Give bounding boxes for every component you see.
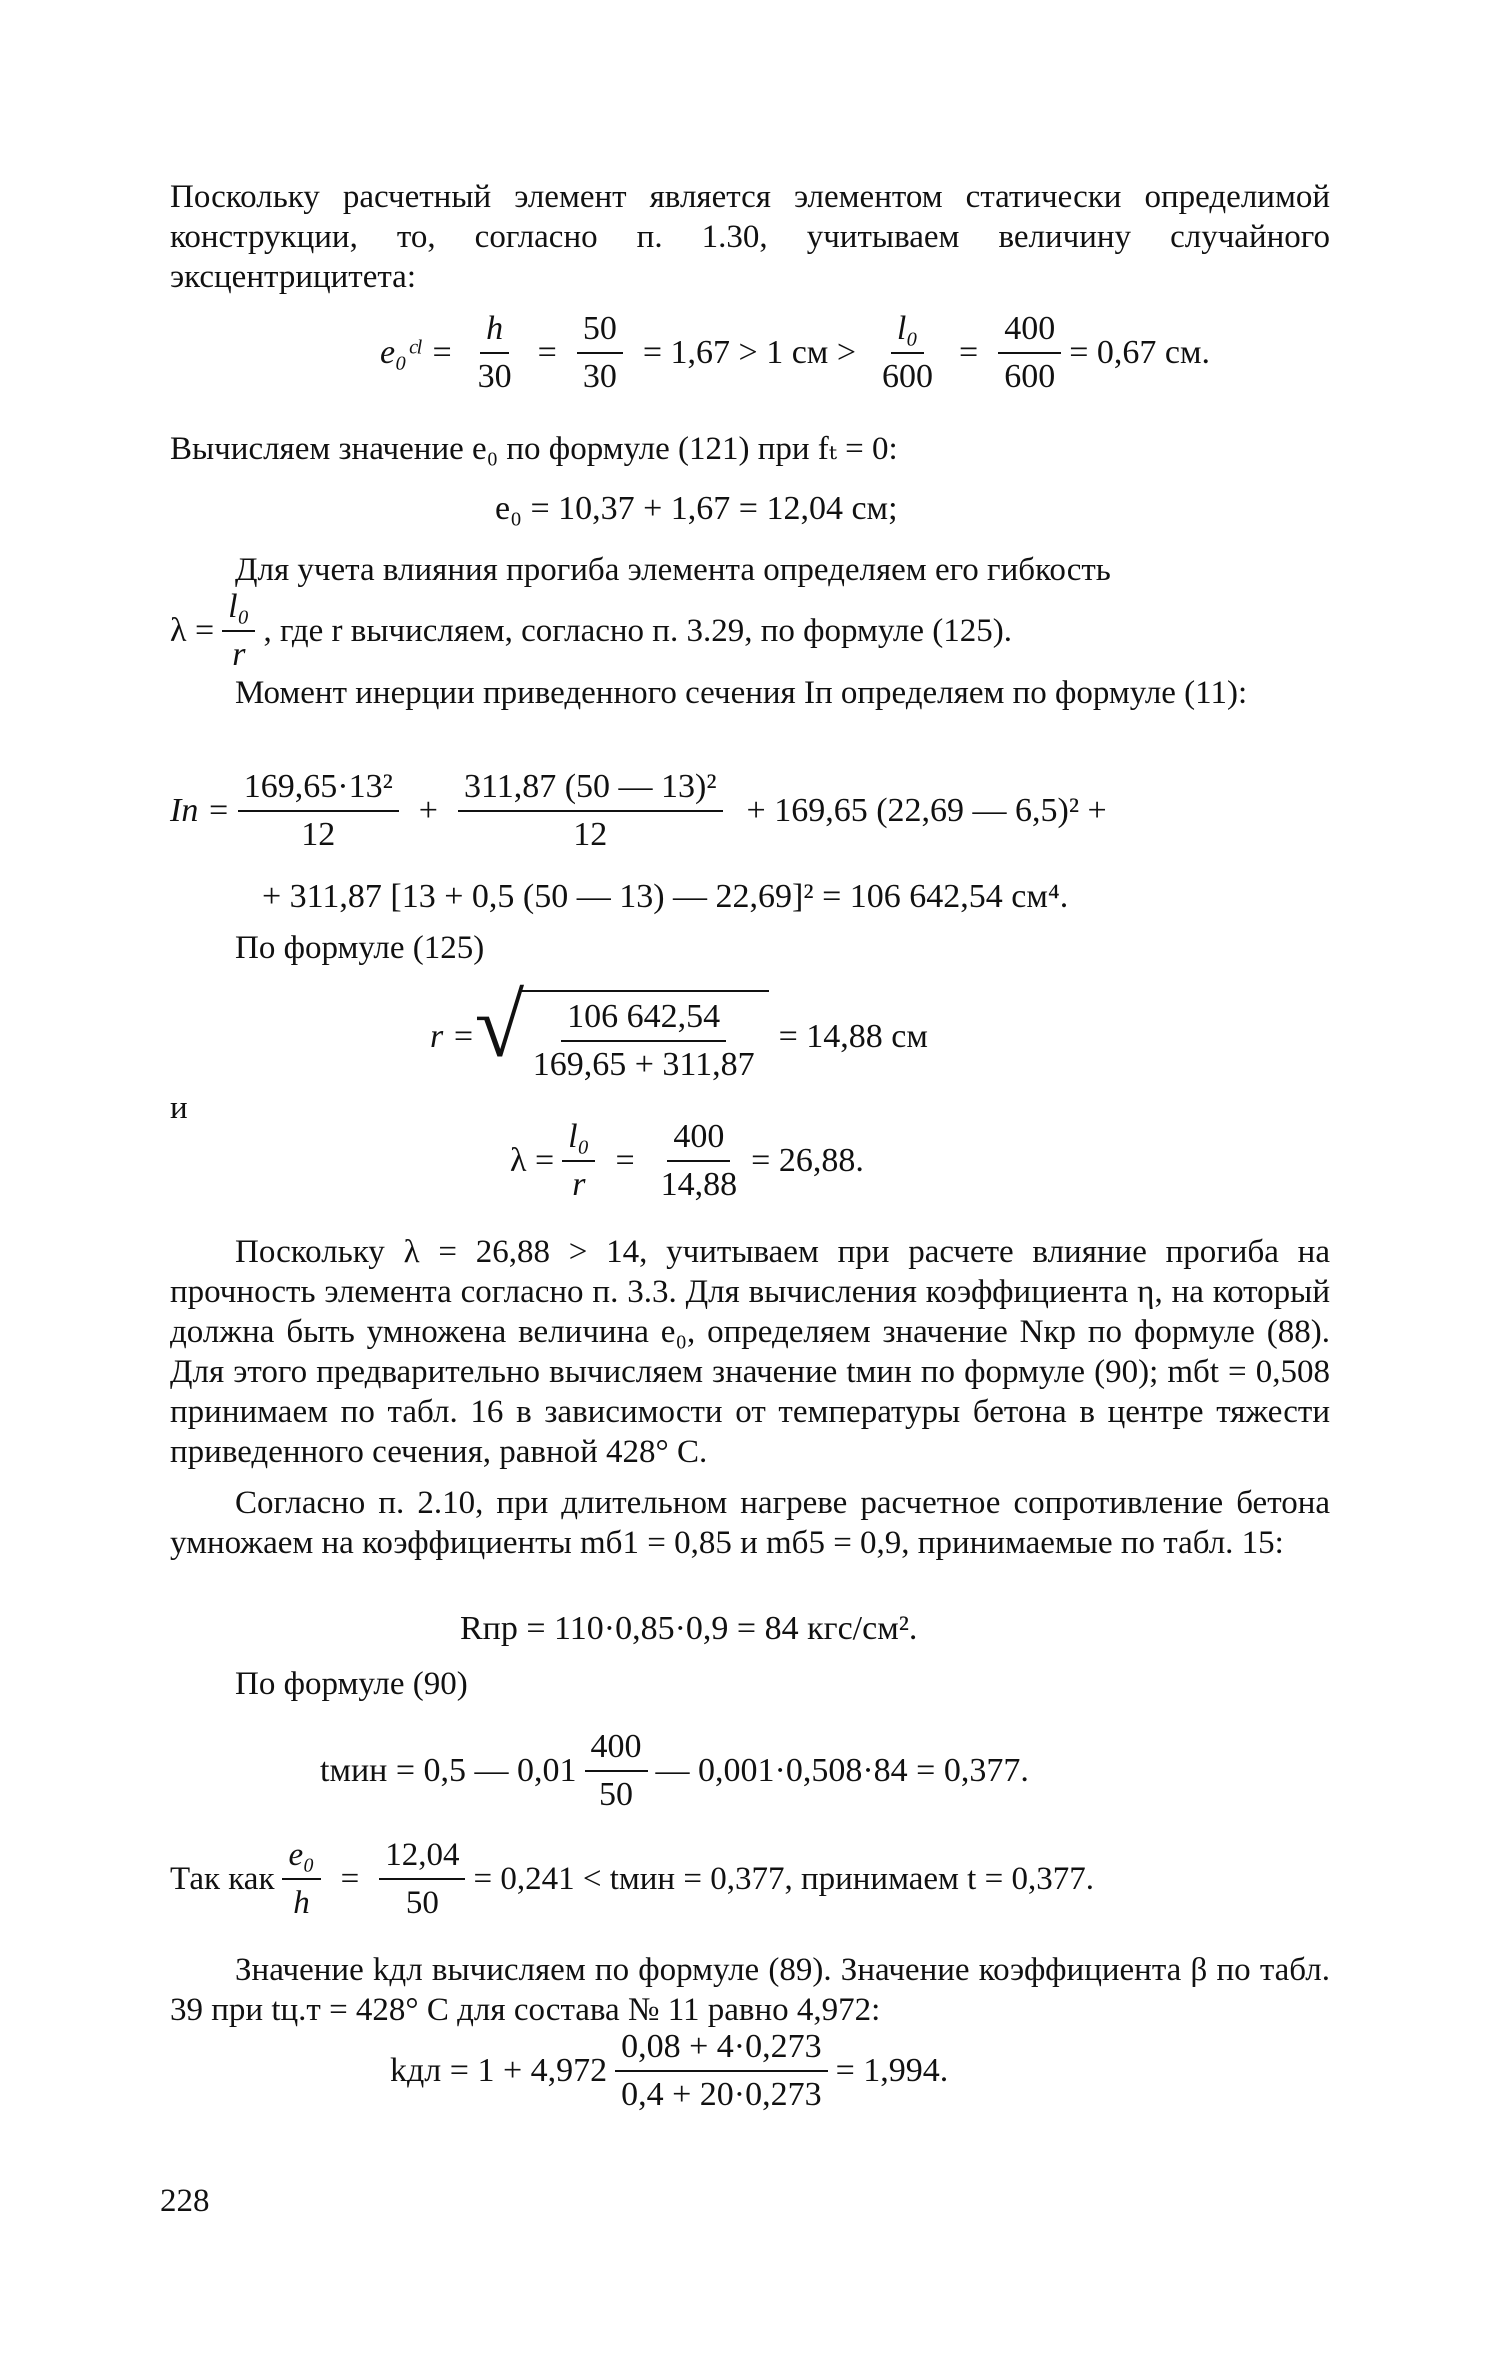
eq-sign: = (959, 334, 979, 371)
eq-lhs: λ = (510, 1142, 555, 1179)
fraction-denominator: 169,65 + 311,87 (532, 1046, 755, 1083)
fraction-denominator: 30 (477, 358, 512, 395)
radicand (519, 990, 769, 1084)
eq-lhs: λ = (170, 612, 215, 649)
fraction-numerator: 0,08 + 4·0,273 (615, 2028, 828, 2072)
paragraph-compute-e0: Вычисляем значение e₀ по формуле (121) при fₜ = 0: (170, 431, 898, 467)
equation-random-eccentricity (380, 310, 1210, 396)
equation-ratio-line (170, 1836, 1094, 1922)
fraction-numerator: 400 (667, 1118, 730, 1162)
paragraph-resistance-coefficients: Согласно п. 2.10, при длительном нагреве расчетное сопротивление бетона умножаем на коэффициенты mб1 = 0,85 и mб5 = 0,9, принимаемые по табл. 15: (170, 1485, 1330, 1561)
eq-lhs: Iп = (170, 792, 230, 829)
eq-sign: = (340, 1860, 360, 1897)
fraction-inertia-term2 (458, 768, 723, 854)
fraction-numerator: 12,04 (379, 1836, 465, 1880)
fraction-denominator: 0,4 + 20·0,273 (621, 2076, 822, 2113)
equation-inertia-line1 (170, 768, 1107, 854)
eq-sign: = (537, 334, 557, 371)
ratio-text-tail: = 0,241 < tмин = 0,377, принимаем t = 0,377. (473, 1860, 1094, 1897)
equation-tmin (320, 1728, 1029, 1814)
fraction-numerator: h (480, 310, 509, 354)
fraction-denominator: 600 (882, 358, 933, 395)
eq-plus: + (418, 792, 438, 829)
square-root (474, 977, 769, 1084)
fraction-numerator: l₀ (222, 588, 255, 632)
fraction-denominator: h (293, 1885, 310, 1921)
fraction-numerator: 50 (577, 310, 623, 354)
radical-sign-icon: √ (474, 977, 525, 1076)
eq-middle: = 1,67 > 1 см > (642, 334, 856, 371)
eq-tail: + 169,65 (22,69 — 6,5)² + (746, 792, 1107, 829)
fraction-denominator: 30 (582, 358, 617, 395)
fraction-inertia-term1 (238, 768, 399, 854)
conjunction-and: и (170, 1090, 188, 1126)
fraction-l0-600 (876, 310, 939, 396)
fraction-400-1488 (655, 1118, 744, 1204)
paragraph-flexibility: Для учета влияния прогиба элемента определяем его гибкость (235, 552, 1111, 588)
fraction-denominator: 50 (405, 1885, 439, 1921)
eq-result: = 14,88 см (778, 1018, 928, 1055)
fraction-denominator: 600 (1004, 358, 1056, 395)
fraction-numerator: 311,87 (50 — 13)² (458, 768, 723, 812)
paragraph-inertia-intro: Момент инерции приведенного сечения Iп определяем по формуле (11): (235, 675, 1248, 711)
fraction-numerator: l₀ (562, 1118, 595, 1162)
fraction-kdl (615, 2028, 828, 2114)
fraction-400-50 (585, 1728, 648, 1814)
equation-inertia-line2: + 311,87 [13 + 0,5 (50 — 13) — 22,69]² = 106 642,54 см⁴. (262, 878, 1069, 915)
page-number: 228 (160, 2183, 210, 2219)
eq-result: = 0,67 см. (1069, 334, 1210, 371)
eq-tail: — 0,001·0,508·84 = 0,377. (655, 1752, 1029, 1789)
equation-lambda-value (510, 1118, 864, 1204)
eq-sign: = (432, 334, 452, 371)
fraction-numerator: 400 (585, 1728, 648, 1772)
eq-result: = 26,88. (751, 1142, 864, 1179)
fraction-1204-50 (379, 1836, 465, 1922)
fraction-denominator: 12 (573, 816, 608, 853)
paragraph-kdl-intro: Значение kдл вычисляем по формуле (89). Значение коэффициента β по табл. 39 при tц.т = 428° С для состава № 11 равно 4,972: (170, 1952, 1330, 2028)
fraction-denominator: r (232, 636, 246, 673)
fraction-denominator: 50 (599, 1776, 634, 1813)
equation-kdl (390, 2028, 948, 2114)
fraction-400-600 (998, 310, 1061, 396)
eq-sign: = (615, 1142, 635, 1179)
ratio-text-head: Так как (170, 1860, 275, 1897)
equation-e0-sum: e₀ = 10,37 + 1,67 = 12,04 см; (495, 490, 898, 527)
fraction-numerator: 400 (998, 310, 1061, 354)
fraction-numerator: 169,65·13² (238, 768, 399, 812)
fraction-50-30 (577, 310, 623, 396)
eq-lhs: r = (430, 1018, 475, 1055)
fraction-radicand (527, 998, 761, 1084)
eq-result: = 1,994. (835, 2052, 949, 2089)
equation-radius (430, 977, 928, 1084)
fraction-denominator: r (572, 1166, 586, 1203)
eq-lhs: kдл = 1 + 4,972 (390, 2052, 608, 2089)
fraction-l0-r (222, 588, 255, 674)
paragraph-formula-90: По формуле (90) (235, 1666, 468, 1702)
paragraph-deflection-effect: Поскольку λ = 26,88 > 14, учитываем при расчете влияние прогиба на прочность элемента согласно п. 3.3. Для вычисления коэффициента η, на который должна быть умножена величина e₀, определяем значение Nкр по формуле (88). Для этого предварительно вычисляем значение tмин по формуле (90); mбt = 0,508 принимаем по табл. 16 в зависимости от температуры бетона в центре тяжести приведенного сечения, равной 428° С. (170, 1234, 1330, 1470)
fraction-numerator: e₀ (282, 1836, 320, 1880)
fraction-denominator: 12 (301, 816, 336, 853)
fraction-e0-h (282, 1836, 320, 1922)
fraction-h-30 (472, 310, 518, 396)
paragraph-eccentricity-intro: Поскольку расчетный элемент является элементом статически определимой конструкции, то, согласно п. 1.30, учитываем величину случайного эксцентрицитета: (170, 179, 1330, 295)
fraction-denominator: 14,88 (660, 1166, 738, 1203)
paragraph-formula-125: По формуле (125) (235, 930, 485, 966)
equation-lambda-definition (170, 588, 1012, 674)
fraction-l0-r (562, 1118, 595, 1204)
eq-lhs: tмин = 0,5 — 0,01 (320, 1752, 577, 1789)
fraction-numerator: 106 642,54 (561, 998, 726, 1042)
fraction-numerator: l₀ (891, 310, 924, 354)
equation-rpr: Rпр = 110·0,85·0,9 = 84 кгс/см². (460, 1610, 918, 1647)
flexibility-text-tail: , где r вычисляем, согласно п. 3.29, по формуле (125). (263, 612, 1013, 649)
eq-lhs: e₀ᶜˡ (380, 334, 421, 371)
